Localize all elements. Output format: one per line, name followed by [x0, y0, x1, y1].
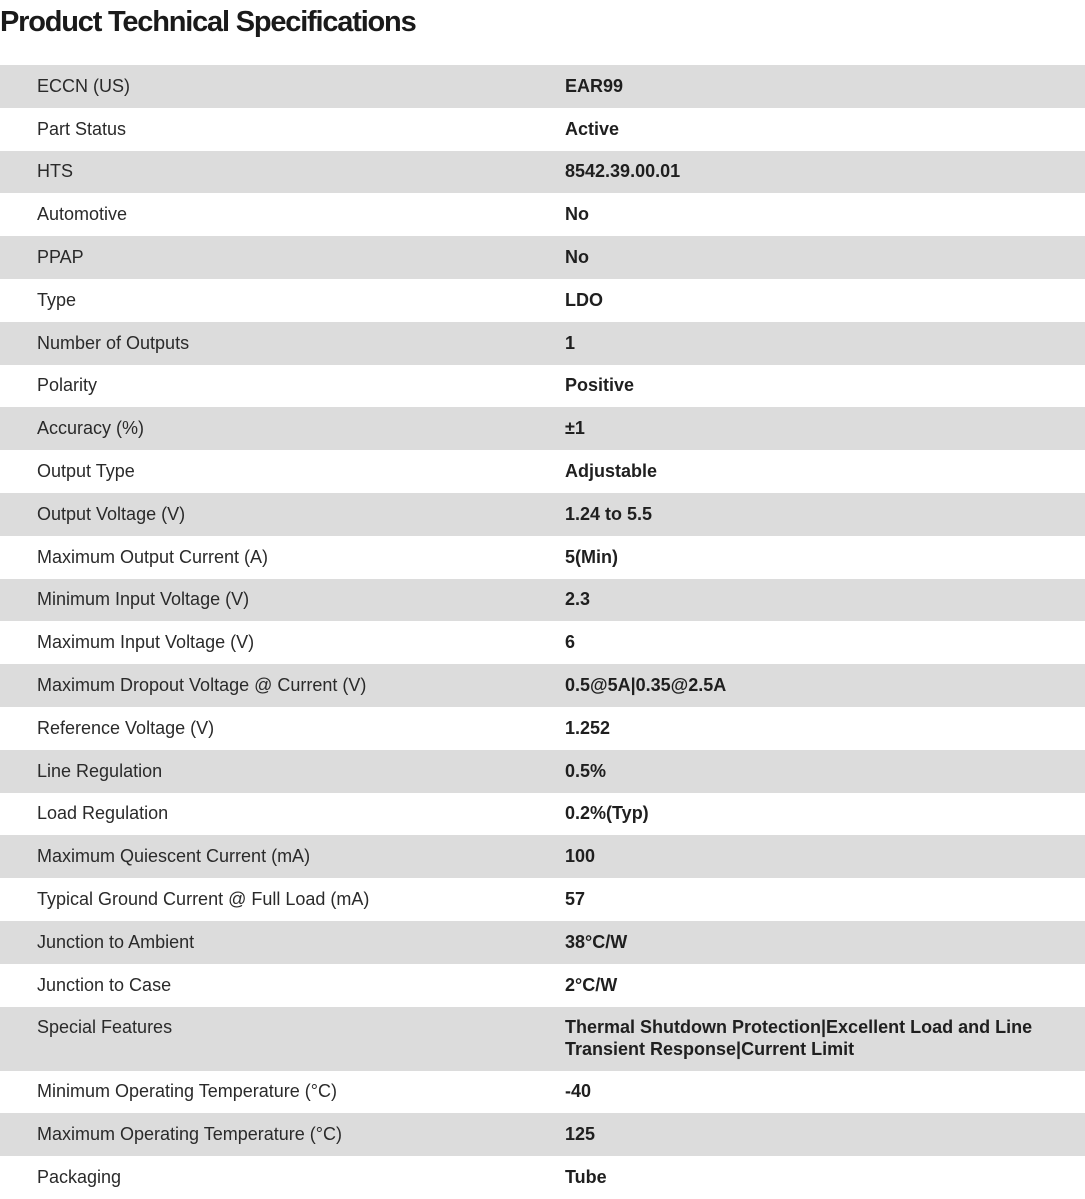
spec-label: Part Status — [37, 118, 127, 139]
spec-row-ppap — [0, 236, 1085, 279]
spec-label: Reference Voltage (V) — [37, 717, 215, 738]
spec-label: Maximum Input Voltage (V) — [37, 632, 255, 653]
spec-row-output-voltage — [0, 493, 1085, 536]
spec-label: Automotive — [37, 204, 128, 225]
spec-value: Adjustable — [565, 461, 658, 482]
spec-row-typical-ground-current — [0, 878, 1085, 921]
spec-row-junction-to-ambient — [0, 921, 1085, 964]
spec-row-hts — [0, 151, 1085, 194]
spec-label: Minimum Input Voltage (V) — [37, 589, 250, 610]
spec-value: 38°C/W — [565, 931, 628, 952]
spec-row-max-input-voltage — [0, 621, 1085, 664]
spec-value: ±1 — [565, 418, 585, 439]
spec-value: 0.2%(Typ) — [565, 803, 649, 824]
spec-value: 57 — [565, 889, 586, 910]
spec-value: 1.252 — [565, 717, 611, 738]
spec-value: 1.24 to 5.5 — [565, 503, 653, 524]
spec-label: Maximum Output Current (A) — [37, 546, 269, 567]
spec-row-packaging — [0, 1156, 1085, 1199]
spec-row-special-features — [0, 1007, 1085, 1071]
spec-row-max-dropout-voltage — [0, 664, 1085, 707]
spec-label: PPAP — [37, 247, 84, 268]
spec-row-max-output-current — [0, 536, 1085, 579]
page-title: Product Technical Specifications — [0, 6, 416, 38]
spec-row-min-input-voltage — [0, 579, 1085, 622]
spec-label: Load Regulation — [37, 803, 169, 824]
spec-row-max-quiescent-current — [0, 835, 1085, 878]
spec-row-line-regulation — [0, 750, 1085, 793]
spec-label: Junction to Ambient — [37, 931, 195, 952]
spec-value: 100 — [565, 846, 596, 867]
spec-row-load-regulation — [0, 793, 1085, 836]
spec-row-polarity — [0, 365, 1085, 408]
spec-label: Junction to Case — [37, 974, 172, 995]
spec-label: Polarity — [37, 375, 98, 396]
spec-label: Minimum Operating Temperature (°C) — [37, 1081, 337, 1102]
spec-row-automotive — [0, 193, 1085, 236]
spec-value: 6 — [565, 632, 576, 653]
spec-value: 2°C/W — [565, 974, 618, 995]
spec-label: Maximum Operating Temperature (°C) — [37, 1124, 342, 1145]
spec-table — [0, 65, 1085, 1199]
spec-value: -40 — [565, 1081, 592, 1102]
spec-value: 1 — [565, 332, 576, 353]
spec-value: 2.3 — [565, 589, 591, 610]
spec-label: Number of Outputs — [37, 332, 190, 353]
spec-row-reference-voltage — [0, 707, 1085, 750]
title-spacer — [0, 48, 1085, 65]
spec-label: Output Type — [37, 461, 135, 482]
spec-label: Packaging — [37, 1167, 122, 1188]
spec-value: Active — [565, 118, 620, 139]
spec-value: Thermal Shutdown Protection|Excellent Load and Line Transient Response|Current Limit — [565, 1016, 1033, 1059]
spec-value: 0.5% — [565, 760, 607, 781]
spec-label: ECCN (US) — [37, 75, 130, 96]
spec-label: Typical Ground Current @ Full Load (mA) — [37, 889, 370, 910]
spec-label: Special Features — [37, 1016, 173, 1037]
spec-label: Type — [37, 289, 77, 310]
spec-label: Output Voltage (V) — [37, 503, 186, 524]
spec-row-output-type — [0, 450, 1085, 493]
spec-label: Maximum Quiescent Current (mA) — [37, 846, 311, 867]
spec-value: 125 — [565, 1124, 596, 1145]
spec-value: No — [565, 247, 589, 268]
spec-value: LDO — [565, 289, 603, 310]
spec-row-min-operating-temp — [0, 1071, 1085, 1114]
spec-row-type — [0, 279, 1085, 322]
spec-value: No — [565, 204, 589, 225]
spec-value: 5(Min) — [565, 546, 618, 567]
spec-value: EAR99 — [565, 75, 624, 96]
spec-row-number-of-outputs — [0, 322, 1085, 365]
spec-label: Accuracy (%) — [37, 418, 145, 439]
spec-label: Line Regulation — [37, 760, 163, 781]
spec-value: 8542.39.00.01 — [565, 161, 681, 182]
spec-row-junction-to-case — [0, 964, 1085, 1007]
spec-value: 0.5@5A|0.35@2.5A — [565, 675, 727, 696]
spec-label: HTS — [37, 161, 73, 182]
spec-row-accuracy — [0, 407, 1085, 450]
spec-row-part-status — [0, 108, 1085, 151]
spec-row-max-operating-temp — [0, 1113, 1085, 1156]
spec-row-eccn — [0, 65, 1085, 108]
spec-label: Maximum Dropout Voltage @ Current (V) — [37, 675, 367, 696]
spec-value: Positive — [565, 375, 635, 396]
spec-value: Tube — [565, 1167, 607, 1188]
